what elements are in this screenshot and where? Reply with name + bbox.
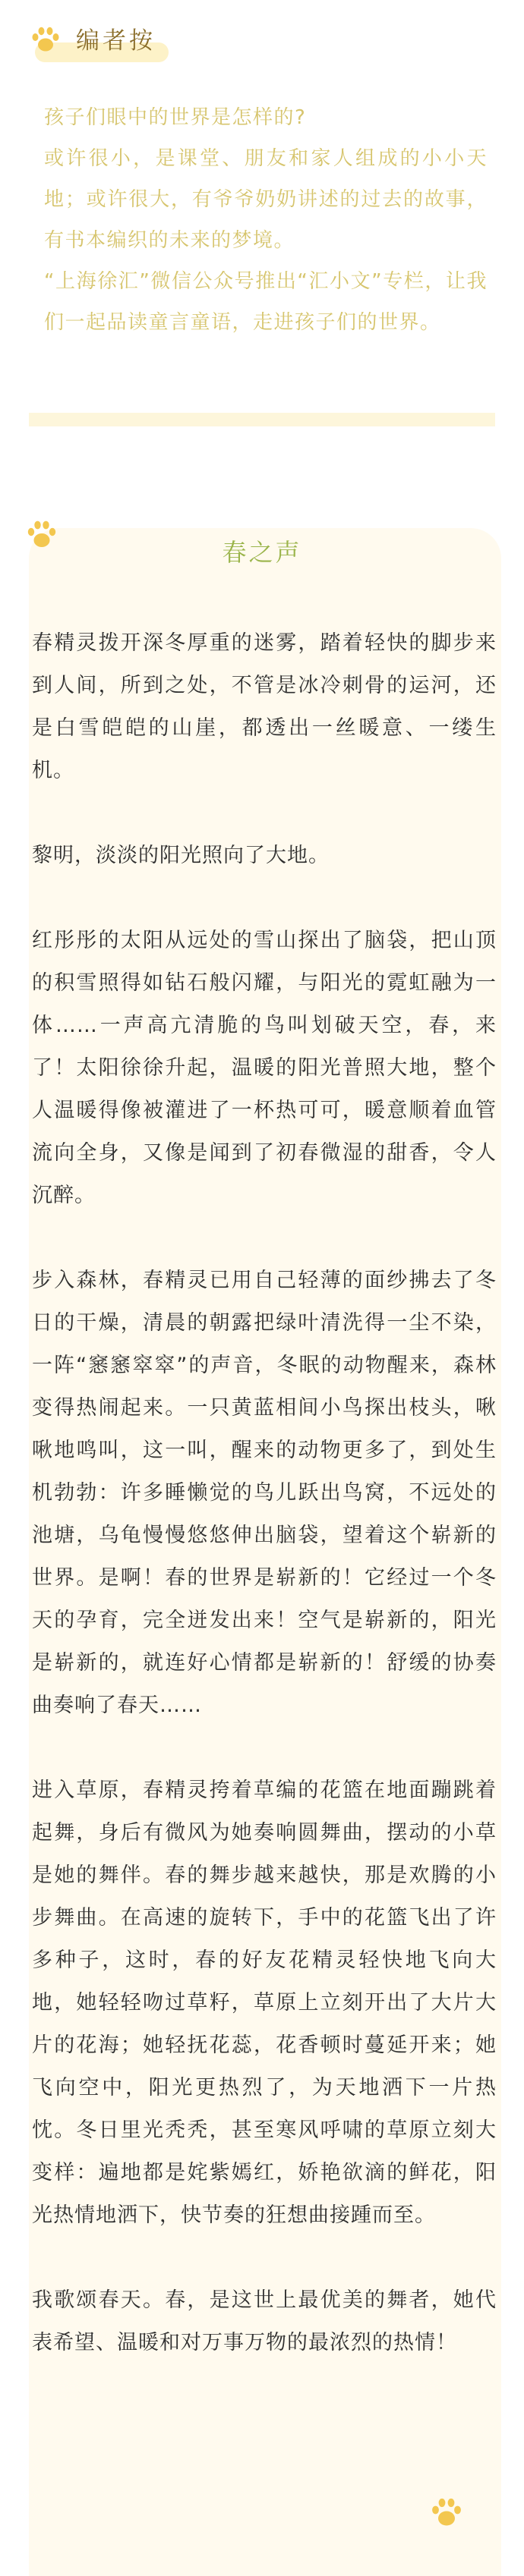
paw-icon (30, 26, 61, 53)
story-body (32, 622, 497, 2407)
intro-paragraph: 孩子们眼中的世界是怎样的? (44, 106, 307, 129)
story-paragraph: 我歌颂春天。春，是这世上最优美的舞者，她代表希望、温暖和对万事万物的最浓烈的热情！ (32, 2288, 497, 2354)
intro-paragraph: “上海徐汇”微信公众号推出“汇小文”专栏，让我们一起品读童言童语，走进孩子们的世界。 (44, 270, 488, 334)
intro-paragraph: 或许很小，是课堂、朋友和家人组成的小小天地；或许很大，有爷爷奶奶讲述的过去的故事，有书本编织的未来的梦境。 (44, 147, 488, 252)
section-divider (29, 413, 495, 426)
editor-note-text (44, 97, 488, 343)
story-paragraph: 步入森林，春精灵已用自己轻薄的面纱拂去了冬日的干燥，清晨的朝露把绿叶清洗得一尘不染，一阵“窸窸窣窣”的声音，冬眠的动物醒来，森林变得热闹起来。一只黄蓝相间小鸟探出枝头，啾啾地鸣叫，这一叫，醒来的动物更多了，到处生机勃勃：许多睡懒觉的鸟儿跃出鸟窝，不远处的池塘，乌龟慢慢悠悠伸出脑袋，望着这个崭新的世界。是啊！春的世界是崭新的！它经过一个冬天的孕育，完全迸发出来！空气是崭新的，阳光是崭新的，就连好心情都是崭新的！舒缓的协奏曲奏响了春天…… (32, 1269, 497, 1717)
editor-note-title: 编者按 (76, 27, 156, 55)
story-paragraph: 红彤彤的太阳从远处的雪山探出了脑袋，把山顶的积雪照得如钻石般闪耀，与阳光的霓虹融为一体……一声高亢清脆的鸟叫划破天空，春，来了！太阳徐徐升起，温暖的阳光普照大地，整个人温暖得像被灌进了一杯热可可，暖意顺着血管流向全身，又像是闻到了初春微湿的甜香，令人沉醉。 (32, 929, 497, 1207)
story-paragraph: 黎明，淡淡的阳光照向了大地。 (32, 844, 330, 867)
story-paragraph: 进入草原，春精灵挎着草编的花篮在地面蹦跳着起舞，身后有微风为她奏响圆舞曲，摆动的小草是她的舞伴。春的舞步越来越快，那是欢腾的小步舞曲。在高速的旋转下，手中的花篮飞出了许多种子，这时，春的好友花精灵轻快地飞向大地，她轻轻吻过草籽，草原上立刻开出了大片大片的花海；她轻抚花蕊，花香顿时蔓延开来；她飞向空中，阳光更热烈了，为天地洒下一片热忱。冬日里光秃秃，甚至寒风呼啸的草原立刻大变样：遍地都是姹紫嫣红，娇艳欲滴的鲜花，阳光热情地洒下，快节奏的狂想曲接踵而至。 (32, 1779, 497, 2227)
editor-note-header (29, 23, 172, 70)
story-title: 春之声 (222, 538, 302, 567)
story-paragraph: 春精灵拨开深冬厚重的迷雾，踏着轻快的脚步来到人间，所到之处，不管是冰冷刺骨的运河，还是白雪皑皑的山崖，都透出一丝暖意、一缕生机。 (32, 631, 497, 782)
paw-icon (430, 2496, 463, 2528)
